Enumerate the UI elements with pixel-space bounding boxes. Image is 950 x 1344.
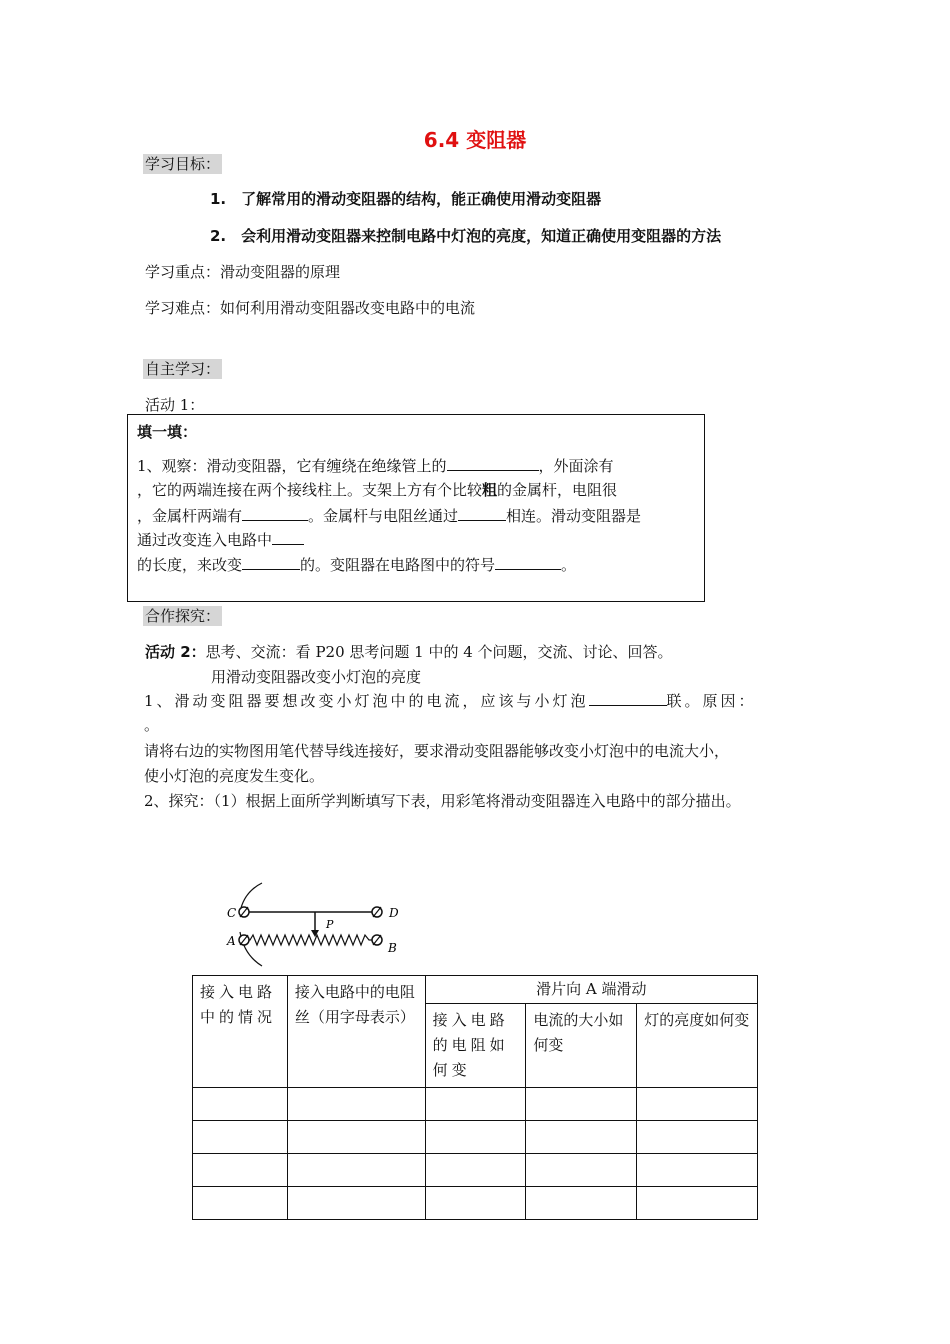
cell[interactable] [287,1187,425,1220]
rheostat-diagram [222,880,414,970]
blank-5[interactable] [242,555,300,570]
table-row [193,1121,758,1154]
cell[interactable] [287,1088,425,1121]
fill-line-4: 通过改变连入电路中 [137,529,304,550]
cell[interactable] [637,1088,758,1121]
fill-line-1: 1、观察：滑动变阻器，它有缠绕在绝缘管上的 ，外面涂有 [137,457,614,475]
blank-4[interactable] [272,530,304,545]
header-wire: 接入电路中的电阻丝（用字母表示） [287,976,425,1088]
fill-in-box [127,414,705,602]
label-b: B [388,941,397,955]
cell[interactable] [425,1088,526,1121]
question-1: 1、滑动变阻器要想改变小灯泡中的电流，应该与小灯泡 联。原因： [144,692,757,710]
fill-in-title: 填一填： [137,423,198,441]
objective-item-2: 2. 会利用滑动变阻器来控制电路中灯泡的亮度，知道正确使用变阻器的方法 [210,227,722,245]
table-row [193,1154,758,1187]
page-title: 6.4 变阻器 [423,128,527,152]
fill-line-3: ，金属杆两端有 。金属杆与电阻丝通过 相连。滑动变阻器是 [137,507,642,525]
cell[interactable] [637,1187,758,1220]
cell[interactable] [193,1187,288,1220]
question-1-end: 。 [144,716,160,734]
cell[interactable] [287,1154,425,1187]
blank-1[interactable] [447,456,539,471]
blank-3[interactable] [458,506,506,521]
cell[interactable] [526,1154,637,1187]
header-situation: 接入电路中的情况 [193,976,288,1088]
activity-1-label: 活动 1： [145,396,205,414]
key-point: 学习重点：滑动变阻器的原理 [145,263,341,281]
label-p: P [326,918,334,931]
difficulty: 学习难点：如何利用滑动变阻器改变电路中的电流 [145,299,476,317]
cell[interactable] [637,1121,758,1154]
cell[interactable] [637,1154,758,1187]
cell[interactable] [425,1187,526,1220]
header-current: 电流的大小如何变 [526,1004,637,1088]
objectives-heading: 学习目标： [145,155,221,173]
header-bulb: 灯的亮度如何变 [637,1004,758,1088]
resistance-wire [244,935,374,945]
header-slide-to-a: 滑片向 A 端滑动 [425,976,757,1004]
label-d: D [389,906,399,920]
cell[interactable] [425,1154,526,1187]
self-study-heading: 自主学习： [145,360,221,378]
label-c: C [227,906,237,920]
fill-line-5: 的长度，来改变 的。变阻器在电路图中的符号 。 [137,556,577,574]
activity-2: 活动 2：思考、交流：看 P20 思考问题 1 中的 4 个问题，交流、讨论、回答。 [145,643,673,661]
fill-line-2: ，它的两端连接在两个接线柱上。支架上方有个比较粗的金属杆，电阻很 [137,481,618,499]
cooperation-heading: 合作探究： [145,607,221,625]
blank-connection[interactable] [589,691,667,706]
cell[interactable] [425,1121,526,1154]
header-resistance: 接入电路的电阻如何变 [425,1004,526,1088]
question-2: 2、探究：（1）根据上面所学判断填写下表，用彩笔将滑动变阻器连入电路中的部分描出。 [144,792,741,810]
table-row [193,1088,758,1121]
instruction-line-2: 使小灯泡的亮度发生变化。 [144,767,325,785]
cell[interactable] [193,1154,288,1187]
label-a: A [227,934,236,948]
table-row [193,1187,758,1220]
cell[interactable] [193,1121,288,1154]
experiment-table [192,975,758,1220]
cell[interactable] [526,1121,637,1154]
cell[interactable] [287,1121,425,1154]
cell[interactable] [526,1088,637,1121]
blank-2[interactable] [242,506,308,521]
instruction-line-1: 请将右边的实物图用笔代替导线连接好，要求滑动变阻器能够改变小灯泡中的电流大小， [144,742,730,760]
cell[interactable] [193,1088,288,1121]
blank-6[interactable] [495,555,561,570]
experiment-subtitle: 用滑动变阻器改变小灯泡的亮度 [211,668,422,686]
objective-item-1: 1. 了解常用的滑动变阻器的结构，能正确使用滑动变阻器 [210,190,602,208]
cell[interactable] [526,1187,637,1220]
